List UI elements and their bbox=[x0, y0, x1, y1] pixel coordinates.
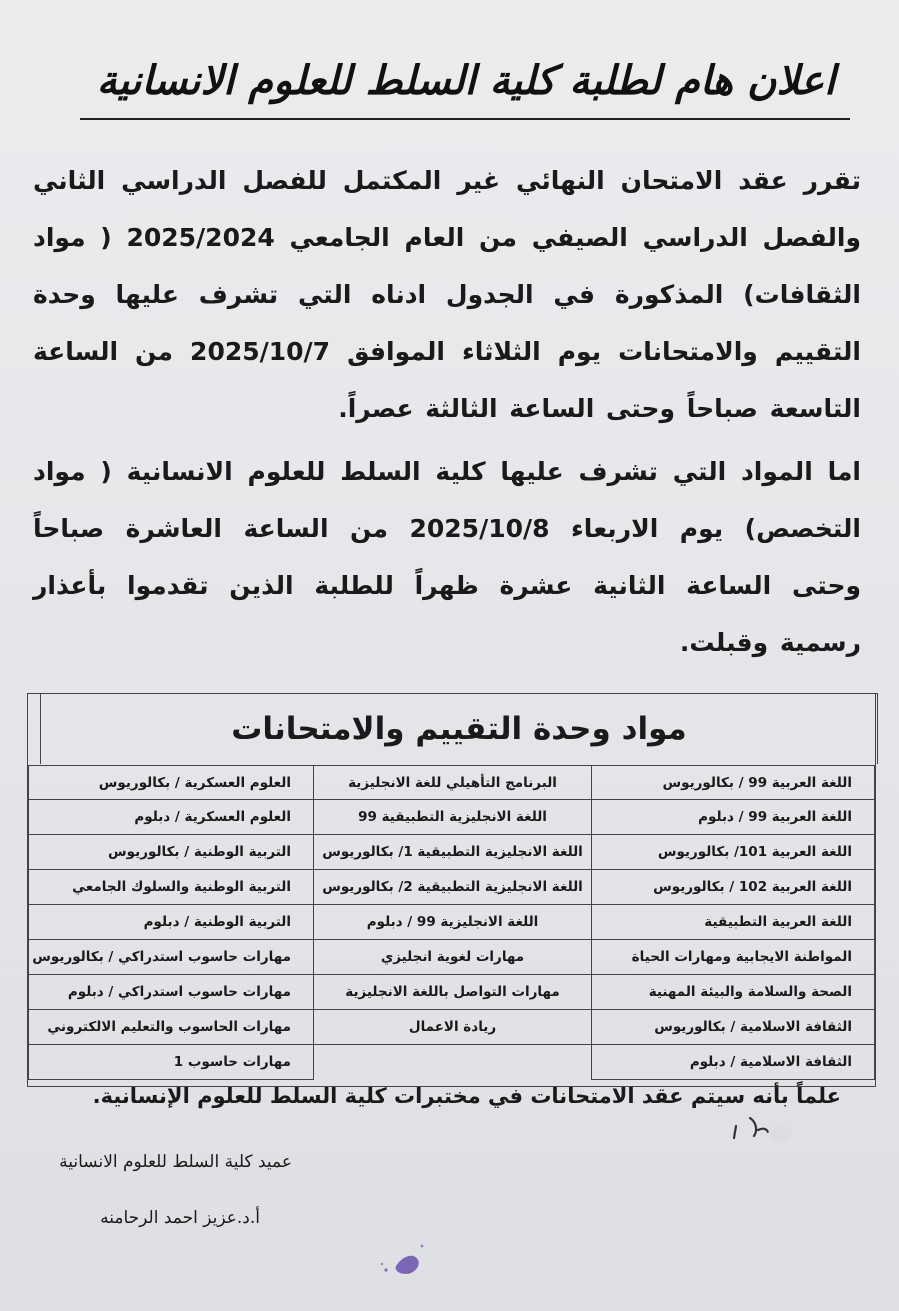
table-cell: اللغة العربية 99 / بكالوريوس bbox=[592, 765, 874, 800]
dean-title: عميد كلية السلط للعلوم الانسانية bbox=[59, 1152, 292, 1172]
table-cell: الصحة والسلامة والبيئة المهنية bbox=[592, 975, 874, 1010]
paragraph-major-exams: اما المواد التي تشرف عليها كلية السلط للعلوم الانسانية ( مواد التخصص) يوم الاربعاء 2025/10/8 من الساعة العاشرة صباحاً وحتى الساعة الثانية عشرة ظهراً للطلبة الذين تقدموا بأعذار رسمية وقبلت. bbox=[33, 457, 861, 657]
table-cell: اللغة الانجليزية 99 / دبلوم bbox=[314, 905, 591, 940]
table-cell: اللغة العربية التطبيقية bbox=[592, 905, 874, 940]
table-cell: اللغة العربية 99 / دبلوم bbox=[592, 800, 874, 835]
table-cell: مهارات حاسوب 1 bbox=[29, 1045, 313, 1080]
table-cell: مهارات الحاسوب والتعليم الالكتروني bbox=[29, 1010, 313, 1045]
table-cell: البرنامج التأهيلي للغة الانجليزية bbox=[314, 765, 591, 800]
table-column-military-computer bbox=[28, 765, 314, 1080]
table-title: مواد وحدة التقييم والامتحانات bbox=[40, 693, 878, 764]
table-cell: المواطنة الايجابية ومهارات الحياة bbox=[592, 940, 874, 975]
table-cell: اللغة الانجليزية التطبيقية 1/ بكالوريوس bbox=[314, 835, 591, 870]
table-column-english bbox=[313, 765, 592, 1045]
table-cell: العلوم العسكرية / بكالوريوس bbox=[29, 765, 313, 800]
table-cell: ريادة الاعمال bbox=[314, 1010, 591, 1045]
table-cell: اللغة العربية 102 / بكالوريوس bbox=[592, 870, 874, 905]
table-cell: التربية الوطنية / بكالوريوس bbox=[29, 835, 313, 870]
signature-mark bbox=[728, 1108, 798, 1148]
table-cell: مهارات حاسوب استدراكي / بكالوريوس bbox=[29, 940, 313, 975]
table-cell: مهارات لغوية انجليزي bbox=[314, 940, 591, 975]
table-cell: الثقافة الاسلامية / دبلوم bbox=[592, 1045, 874, 1080]
dean-name: أ.د.عزيز احمد الرحامنه bbox=[100, 1208, 260, 1228]
paragraph-general-exams: تقرر عقد الامتحان النهائي غير المكتمل للفصل الدراسي الثاني والفصل الدراسي الصيفي من العام الجامعي 2025/2024 ( مواد الثقافات) المذكورة في الجدول ادناه التي تشرف عليها وحدة التقييم والامتحانات يوم الثلاثاء الموافق 2025/10/7 من الساعة التاسعة صباحاً وحتى الساعة الثالثة عصراً. bbox=[33, 166, 862, 423]
table-cell: التربية الوطنية والسلوك الجامعي bbox=[29, 870, 313, 905]
exam-location-note: علماً بأنه سيتم عقد الامتحانات في مختبرات كلية السلط للعلوم الإنسانية. bbox=[92, 1084, 841, 1108]
page-title: اعلان هام لطلبة كلية السلط للعلوم الانسانية bbox=[96, 58, 836, 104]
table-column-arabic-culture bbox=[591, 765, 875, 1080]
title-underline bbox=[80, 118, 850, 120]
table-cell: التربية الوطنية / دبلوم bbox=[29, 905, 313, 940]
table-cell: اللغة الانجليزية التطبيقية 99 bbox=[314, 800, 591, 835]
table-cell: الثقافة الاسلامية / بكالوريوس bbox=[592, 1010, 874, 1045]
stamp-icon bbox=[372, 1236, 432, 1282]
table-cell: العلوم العسكرية / دبلوم bbox=[29, 800, 313, 835]
table-cell: اللغة العربية 101/ بكالوريوس bbox=[592, 835, 874, 870]
table-cell: مهارات التواصل باللغة الانجليزية bbox=[314, 975, 591, 1010]
table-cell: مهارات حاسوب استدراكي / دبلوم bbox=[29, 975, 313, 1010]
table-cell: اللغة الانجليزية التطبيقية 2/ بكالوريوس bbox=[314, 870, 591, 905]
